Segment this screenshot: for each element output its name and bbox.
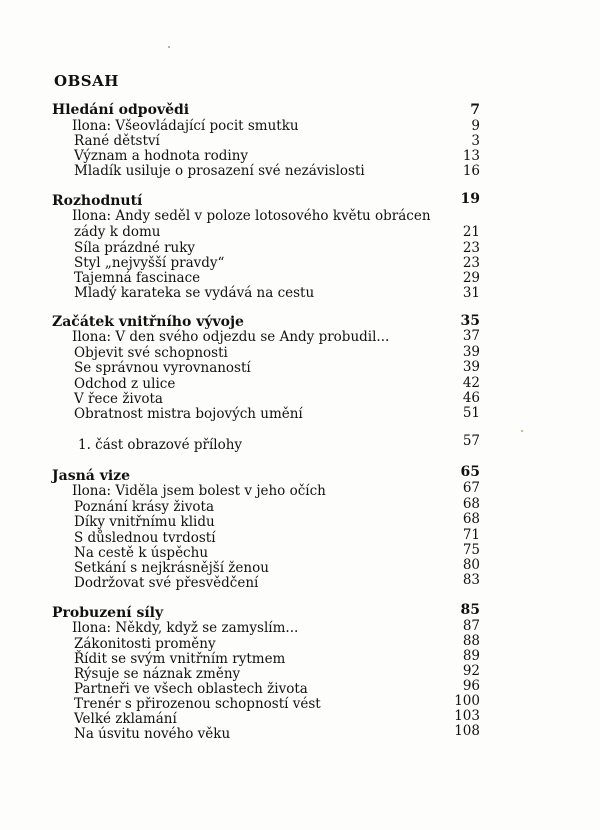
section-page: 7 bbox=[470, 102, 480, 118]
toc-item-page: 80 bbox=[462, 557, 480, 573]
toc-item-page: 89 bbox=[462, 648, 480, 664]
toc-item: Tajemná fascinace bbox=[74, 270, 201, 286]
toc-item: Odchod z ulice bbox=[74, 376, 176, 392]
toc-item-page: 68 bbox=[462, 511, 480, 527]
toc-item-page: 96 bbox=[462, 678, 480, 694]
section-page: 19 bbox=[460, 191, 480, 207]
toc-item-page: 16 bbox=[462, 163, 480, 179]
toc-item: Dodržovat své přesvědčení bbox=[74, 575, 259, 591]
toc-item: Ilona: Viděla jsem bolest v jeho očích bbox=[72, 483, 326, 499]
toc-item: Poznání krásy života bbox=[74, 499, 215, 515]
toc-item: Setkání s nejkrásnější ženou bbox=[74, 560, 269, 576]
toc-item-page: 67 bbox=[462, 480, 480, 496]
toc-item-page: 87 bbox=[462, 618, 480, 634]
toc-item: Ilona: Všeovládající pocit smutku bbox=[72, 118, 299, 134]
toc-extra-page: 57 bbox=[462, 433, 480, 449]
toc-item: Ilona: V den svého odjezdu se Andy probudil... bbox=[72, 329, 390, 345]
toc-item: Mladý karateka se vydává na cestu bbox=[74, 285, 315, 301]
toc-item-page: 9 bbox=[471, 118, 480, 134]
toc-item: Trenér s přirozenou schopností vést bbox=[74, 696, 321, 712]
toc-item-page: 13 bbox=[462, 148, 480, 164]
section-page: 35 bbox=[460, 313, 480, 329]
toc-item: zády k domu bbox=[74, 224, 161, 240]
toc-item: Zákonitosti proměny bbox=[74, 636, 216, 652]
toc-item: Se správnou vyrovnaností bbox=[74, 360, 251, 376]
toc-item-page: 21 bbox=[462, 224, 480, 240]
toc-item-page: 68 bbox=[462, 496, 480, 512]
toc-item: Síla prázdné ruky bbox=[74, 240, 196, 256]
page-heading: OBSAH bbox=[54, 72, 119, 90]
toc-item: Díky vnitřnímu klidu bbox=[74, 514, 215, 530]
toc-item-page: 83 bbox=[462, 572, 480, 588]
toc-item-page: 71 bbox=[462, 527, 480, 543]
section-title: Probuzení síly bbox=[52, 605, 164, 621]
toc-item-page: 37 bbox=[462, 328, 480, 344]
toc-item-page: 29 bbox=[462, 270, 480, 286]
paper-speck bbox=[521, 430, 523, 432]
toc-item-page: 103 bbox=[454, 708, 480, 724]
toc-item-page: 3 bbox=[471, 133, 480, 149]
toc-item-page: 42 bbox=[462, 375, 480, 391]
section-title: Jasná vize bbox=[52, 468, 131, 484]
toc-item: Velké zklamání bbox=[74, 711, 177, 727]
toc-item-page: 23 bbox=[462, 255, 480, 271]
toc-item-page: 39 bbox=[462, 344, 480, 360]
toc-item-page: 39 bbox=[462, 359, 480, 375]
toc-item: Mladík usiluje o prosazení své nezávislosti bbox=[74, 163, 365, 179]
toc-item-page: 92 bbox=[462, 663, 480, 679]
toc-item-page: 108 bbox=[454, 723, 480, 739]
section-page: 65 bbox=[460, 464, 480, 480]
toc-item: Styl „nejvyšší pravdy“ bbox=[74, 255, 225, 271]
toc-item: Obratnost mistra bojových umění bbox=[74, 406, 303, 422]
toc-item: Ilona: Andy seděl v poloze lotosového květu obrácen bbox=[72, 208, 431, 224]
toc-extra-item: 1. část obrazové přílohy bbox=[78, 437, 243, 453]
toc-item: Rýsuje se náznak změny bbox=[74, 666, 241, 682]
section-title: Začátek vnitřního vývoje bbox=[52, 314, 244, 330]
toc-item: Na cestě k úspěchu bbox=[74, 545, 209, 561]
section-title: Hledání odpovědi bbox=[52, 102, 190, 118]
toc-item-page: 100 bbox=[454, 693, 480, 709]
toc-item: Rané dětství bbox=[74, 133, 160, 149]
toc-item: Na úsvitu nového věku bbox=[74, 726, 231, 742]
toc-item: Objevit své schopnosti bbox=[74, 345, 228, 361]
toc-item: Řídit se svým vnitřním rytmem bbox=[74, 651, 286, 667]
toc-item: S důslednou tvrdostí bbox=[74, 530, 216, 546]
toc-item-page: 46 bbox=[462, 390, 480, 406]
paper-speck bbox=[168, 46, 170, 48]
toc-item: V řece života bbox=[74, 391, 163, 407]
toc-item-page: 75 bbox=[462, 542, 480, 558]
section-page: 85 bbox=[460, 602, 480, 618]
toc-item-page: 31 bbox=[462, 285, 480, 301]
toc-item: Partneři ve všech oblastech života bbox=[74, 681, 308, 697]
toc-item-page: 88 bbox=[462, 633, 480, 649]
section-title: Rozhodnutí bbox=[52, 193, 143, 209]
toc-item: Ilona: Někdy, když se zamyslím... bbox=[72, 620, 299, 636]
toc-item: Význam a hodnota rodiny bbox=[74, 148, 249, 164]
toc-item-page: 23 bbox=[462, 240, 480, 256]
toc-item-page: 51 bbox=[462, 405, 480, 421]
